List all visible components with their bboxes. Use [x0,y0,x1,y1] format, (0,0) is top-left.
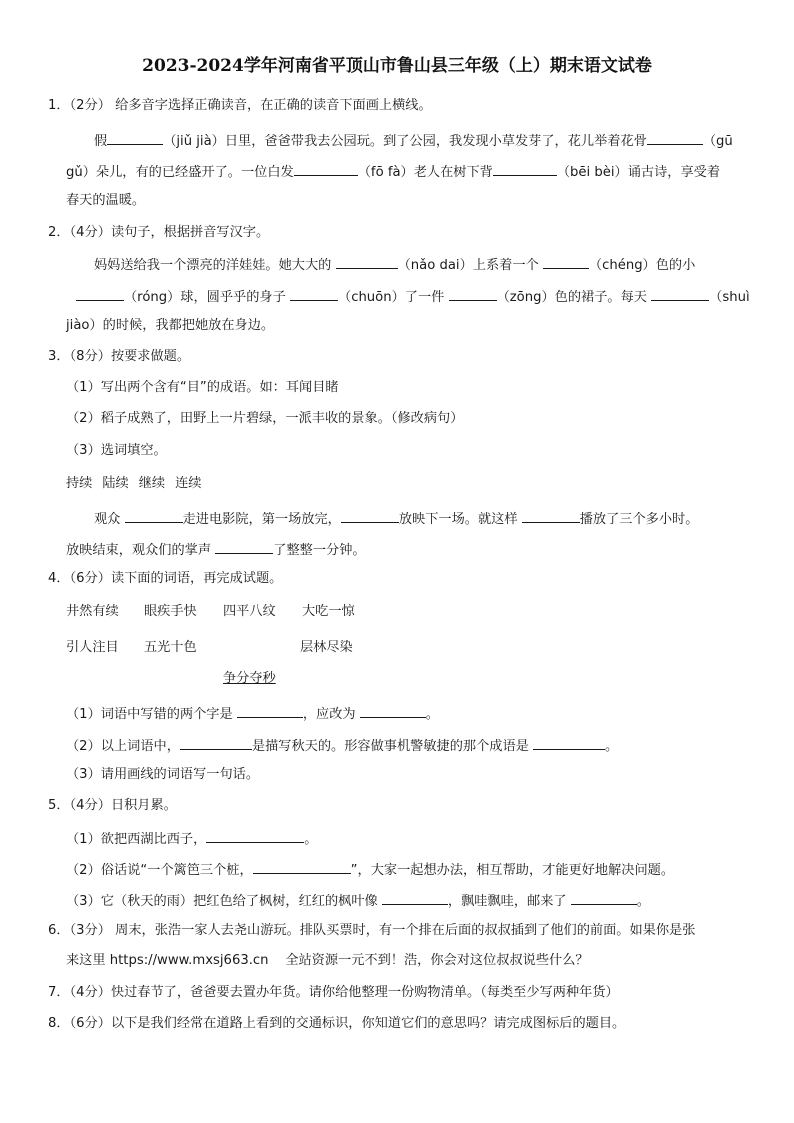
question-1-header [48,98,432,114]
question-5-sub-2: （2）俗话说“一个篱笆三个桩， ”，大家一起想办法，相互帮助，才能更好地解决问题。 [66,860,674,879]
word-item: 五光十色 [144,640,197,655]
question-5-sub-3: （3）它（秋天的雨）把红色给了枫树，红红的枫叶像 ，飘哇飘哇，邮来了 。 [66,891,650,910]
question-prompt: 读下面的词语，再完成试题。 [110,571,283,586]
question-4-sub-2: （2）以上词语中， 是描写秋天的。形容做事机警敏捷的那个成语是 。 [66,736,618,755]
answer-blank[interactable] [215,540,273,554]
answer-blank[interactable] [533,736,605,750]
word-item: 眼疾手快 [144,604,197,619]
question-1-line-2: gǔ）朵儿，有的已经盛开了。一位白发 （fō fà）老人在树下背 （bēi bèi）诵古诗，享受着 [66,162,720,181]
question-number: 6． [48,923,70,938]
question-number: 8． [48,1016,70,1031]
question-5-header [48,798,177,814]
answer-blank[interactable] [647,131,703,145]
answer-blank[interactable] [237,704,303,718]
question-number: 1． [48,98,70,113]
question-number: 2． [48,225,70,240]
question-prompt: 快过春节了，爸爸要去置办年货。请你给他整理一份购物清单。（每类至少写两种年货） [110,985,619,1000]
word-choices [66,476,202,492]
word-choice: 连续 [175,476,202,491]
question-4-header [48,571,282,587]
word-item: 引人注目 [66,640,119,655]
answer-blank[interactable] [290,287,338,301]
answer-blank[interactable] [341,509,399,523]
answer-blank[interactable] [336,255,398,269]
question-3-fill-line-2: 放映结束，观众们的掌声 了整整一分钟。 [66,540,366,559]
question-prompt: 读句子，根据拼音写汉字。 [110,225,270,240]
answer-blank[interactable] [571,891,637,905]
question-points: （2分） [69,98,111,113]
answer-blank[interactable] [651,287,709,301]
word-item: 四平八纹 [223,604,276,619]
question-points: （6分） [69,1016,111,1031]
answer-blank[interactable] [522,509,580,523]
word-item: 大吃一惊 [302,604,355,619]
answer-blank[interactable] [543,255,589,269]
question-number: 3． [48,349,70,364]
exam-title: 2023-2024学年河南省平顶山市鲁山县三年级（上）期末语文试卷 [142,56,652,76]
word-choice: 陆续 [102,476,129,491]
answer-blank[interactable] [449,287,497,301]
question-3-sub-2: （2）稻子成熟了，田野上一片碧绿，一派丰收的景象。（修改病句） [66,411,464,426]
question-5-sub-1: （1）欲把西湖比西子， 。 [66,829,317,848]
question-number: 5． [48,798,70,813]
question-1-line-3: 春天的温暖。 [66,193,146,208]
question-2-line-2: （róng）球，圆乎乎的身子 （chuōn）了一件 （zōng）色的裙子。每天 （shuì [76,287,750,306]
answer-blank[interactable] [125,509,183,523]
word-choice: 继续 [138,476,166,491]
question-2-header [48,225,269,241]
question-3-header [48,349,190,365]
answer-blank[interactable] [382,891,448,905]
question-2-line-3: jiào）的时候，我都把她放在身边。 [66,318,275,333]
question-3-fill-line-1: 观众 走进电影院，第一场放完， 放映下一场。就这样 播放了三个多小时。 [94,509,698,528]
question-prompt: 以下是我们经常在道路上看到的交通标识，你知道它们的意思吗？请完成图标后的题目。 [110,1016,626,1031]
question-number: 4． [48,571,70,586]
question-6-line-2: 来这里 https://www.mxsj663.cn 全站资源一元不到！浩，你会对这位叔叔说些什么？ [66,953,589,968]
question-3-sub-3: （3）选词填空。 [66,443,167,458]
answer-blank[interactable] [107,131,163,145]
answer-blank[interactable] [294,162,358,176]
underlined-word: 争分夺秒 [223,671,276,686]
question-points: （3分） [69,923,111,938]
answer-blank[interactable] [76,287,124,301]
question-6-header [48,923,695,939]
question-points: （4分） [69,225,111,240]
question-4-sub-1: （1）词语中写错的两个字是 ，应改为 。 [66,704,439,723]
word-item: 层林尽染 [300,640,353,655]
word-choice: 持续 [66,476,93,491]
question-2-line-1: 妈妈送给我一个漂亮的洋娃娃。她大大的 （nǎo dai）上系着一个 （chéng）色的小 [94,255,695,274]
question-prompt: 周末，张浩一家人去尧山游玩。排队买票时，有一个排在后面的叔叔插到了他们的前面。如果你是张 [115,923,696,938]
question-points: （4分） [69,985,111,1000]
answer-blank[interactable] [180,736,252,750]
answer-blank[interactable] [493,162,557,176]
question-points: （4分） [69,798,111,813]
question-1-line-1: 假 （jiǔ jià）日里，爸爸带我去公园玩。到了公园，我发现小草发芽了，花儿举着花骨 （gū [94,131,733,150]
question-points: （8分） [69,349,111,364]
question-3-sub-1: （1）写出两个含有“目”的成语。如：耳闻目睹 [66,380,339,395]
word-item: 井然有续 [66,604,119,619]
question-number: 7． [48,985,70,1000]
question-prompt: 按要求做题。 [110,349,191,364]
answer-blank[interactable] [360,704,426,718]
answer-blank[interactable] [206,829,304,843]
question-prompt: 给多音字选择正确读音，在正确的读音下面画上横线。 [115,98,432,113]
question-prompt: 日积月累。 [110,798,177,813]
question-8-header [48,1016,625,1032]
question-7-header [48,985,619,1001]
answer-blank[interactable] [253,860,351,874]
question-points: （6分） [69,571,111,586]
question-4-sub-3: （3）请用画线的词语写一句话。 [66,767,260,782]
website-link[interactable]: https://www.mxsj663.cn [109,953,269,968]
